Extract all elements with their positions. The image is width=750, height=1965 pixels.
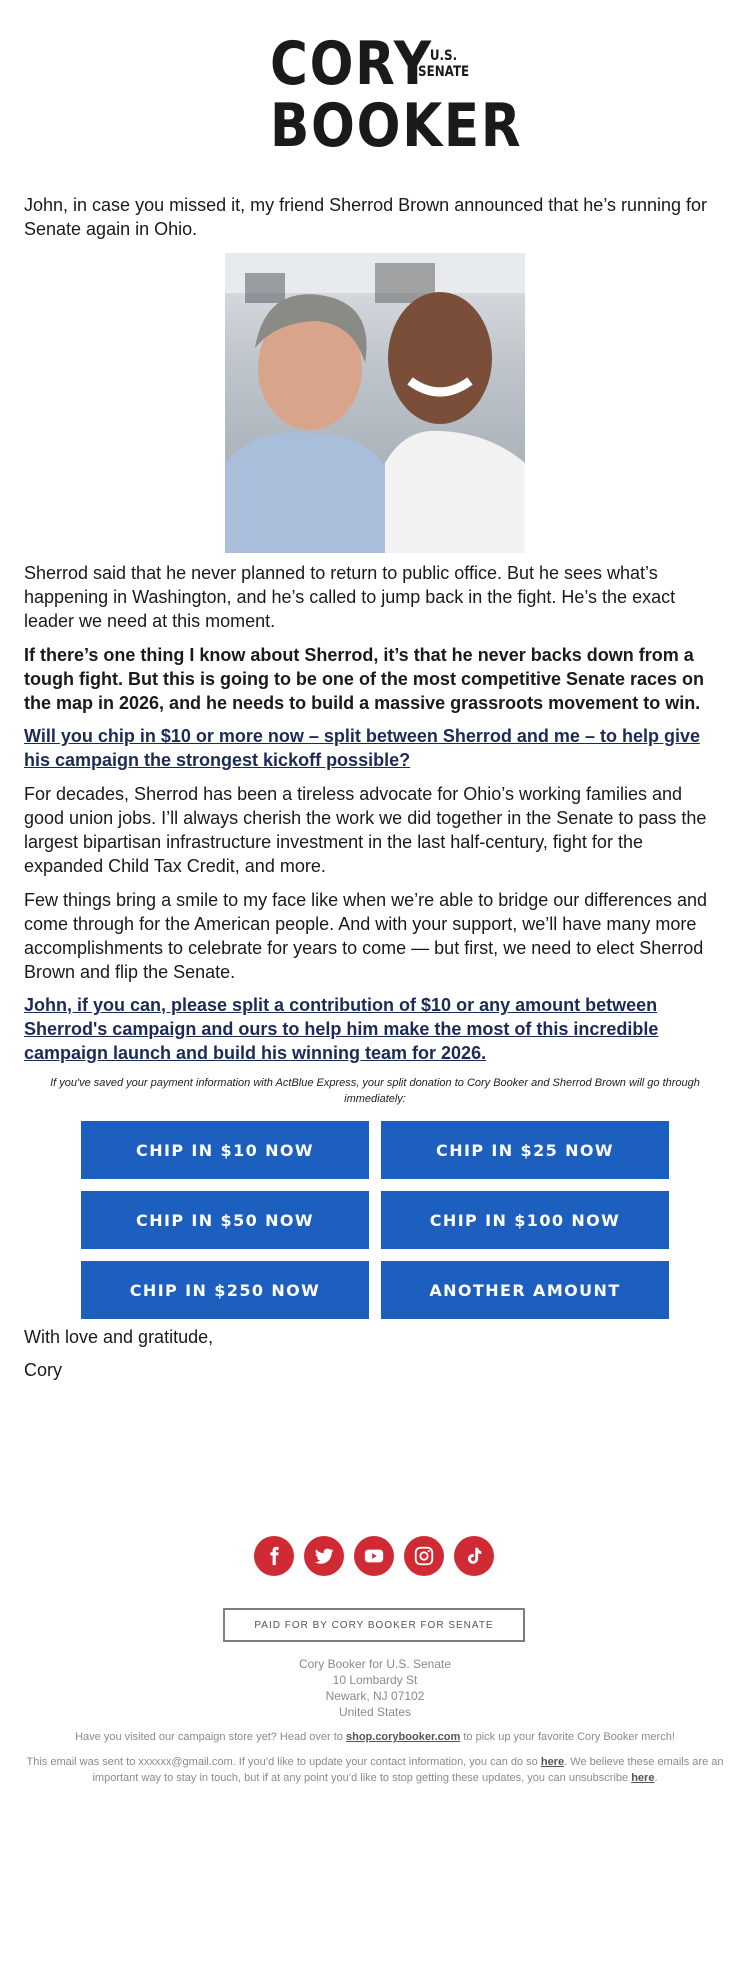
- address-line-3: Newark, NJ 07102: [325, 1689, 425, 1703]
- logo-line-cory: CORY: [270, 29, 433, 99]
- unsubscribe-link[interactable]: here: [631, 1772, 655, 1784]
- paragraph-return: Sherrod said that he never planned to return to public office. But he sees what’s happening in Washington, and he’s called to jump back in the fight. He’s the exact leader we need at this moment.: [24, 563, 676, 631]
- donate-link-2[interactable]: John, if you can, please split a contribution of $10 or any amount between Sherrod's campaign and ours to help him make the most of this incredible campaign launch and build his winning team for 2026.: [24, 995, 659, 1063]
- store-note: Have you visited our campaign store yet? Head over to shop.corybooker.com to pick up your favorite Cory Booker merch!: [75, 1731, 675, 1743]
- logo-line-booker: BOOKER: [270, 91, 523, 161]
- address-line-2: 10 Lombardy St: [332, 1673, 418, 1687]
- paragraph-bridge: Few things bring a smile to my face like when we’re able to bridge our differences and come through for the American people. And with your support, we’ll have many more accomplishments to celebrate for years to come — but first, we need to elect Sherrod Brown and flip the Senate.: [24, 890, 708, 982]
- address-line-4: United States: [338, 1705, 412, 1719]
- logo-senate: SENATE: [418, 64, 470, 80]
- paragraph-intro: John, in case you missed it, my friend Sherrod Brown announced that he’s running for Senate again in Ohio.: [24, 195, 708, 239]
- another-amount-button[interactable]: ANOTHER AMOUNT: [381, 1261, 669, 1319]
- paragraph-tough-fight: If there’s one thing I know about Sherrod, it’s that he never backs down from a tough fight. But this is going to be one of the most competitive Senate races on the map in 2026, and he needs to build a massive grassroots movement to win.: [24, 645, 705, 713]
- chip-in-250-button[interactable]: CHIP IN $250 NOW: [81, 1261, 369, 1319]
- actblue-note: If you've saved your payment information with ActBlue Express, your split donation to Cory Booker and Sherrod Brown will go through immediately:: [50, 1077, 700, 1105]
- logo-us-senate: [418, 48, 469, 80]
- chip-in-10-button[interactable]: CHIP IN $10 NOW: [81, 1121, 369, 1179]
- paid-for-box: [223, 1608, 525, 1642]
- donate-link-1[interactable]: Will you chip in $10 or more now – split between Sherrod and me – to help give his campaign the strongest kickoff possible?: [24, 726, 700, 770]
- logo-us: U.S.: [429, 48, 458, 64]
- facebook-icon[interactable]: [254, 1536, 294, 1576]
- cory-booker-logo: [270, 29, 523, 164]
- tiktok-icon[interactable]: [454, 1536, 494, 1576]
- instagram-icon[interactable]: [404, 1536, 444, 1576]
- chip-in-50-button[interactable]: CHIP IN $50 NOW: [81, 1191, 369, 1249]
- youtube-icon[interactable]: [354, 1536, 394, 1576]
- email-notice: This email was sent to xxxxxx@gmail.com. If you’d like to update your contact information, you can do so here. We believe these emails are an important way to stay in touch, but if at any point you’d like to stop getting these updates, you can unsubscribe here.: [26, 1756, 724, 1784]
- twitter-icon[interactable]: [304, 1536, 344, 1576]
- update-info-link[interactable]: here: [540, 1756, 565, 1768]
- paid-for-text: PAID FOR BY CORY BOOKER FOR SENATE: [254, 1619, 494, 1631]
- paragraph-advocate: For decades, Sherrod has been a tireless advocate for Ohio’s working families and good union jobs. I’ll always cherish the work we did together in the Senate to pass the largest bipartisan infrastructure investment in the last half-century, fight for the expanded Child Tax Credit, and more.: [24, 784, 707, 876]
- sherrod-and-cory-photo: [225, 253, 525, 553]
- signoff: With love and gratitude,: [24, 1327, 214, 1347]
- store-link[interactable]: shop.corybooker.com: [345, 1731, 461, 1743]
- address-line-1: Cory Booker for U.S. Senate: [298, 1657, 452, 1671]
- chip-in-100-button[interactable]: CHIP IN $100 NOW: [381, 1191, 669, 1249]
- chip-in-25-button[interactable]: CHIP IN $25 NOW: [381, 1121, 669, 1179]
- signature: Cory: [24, 1360, 63, 1380]
